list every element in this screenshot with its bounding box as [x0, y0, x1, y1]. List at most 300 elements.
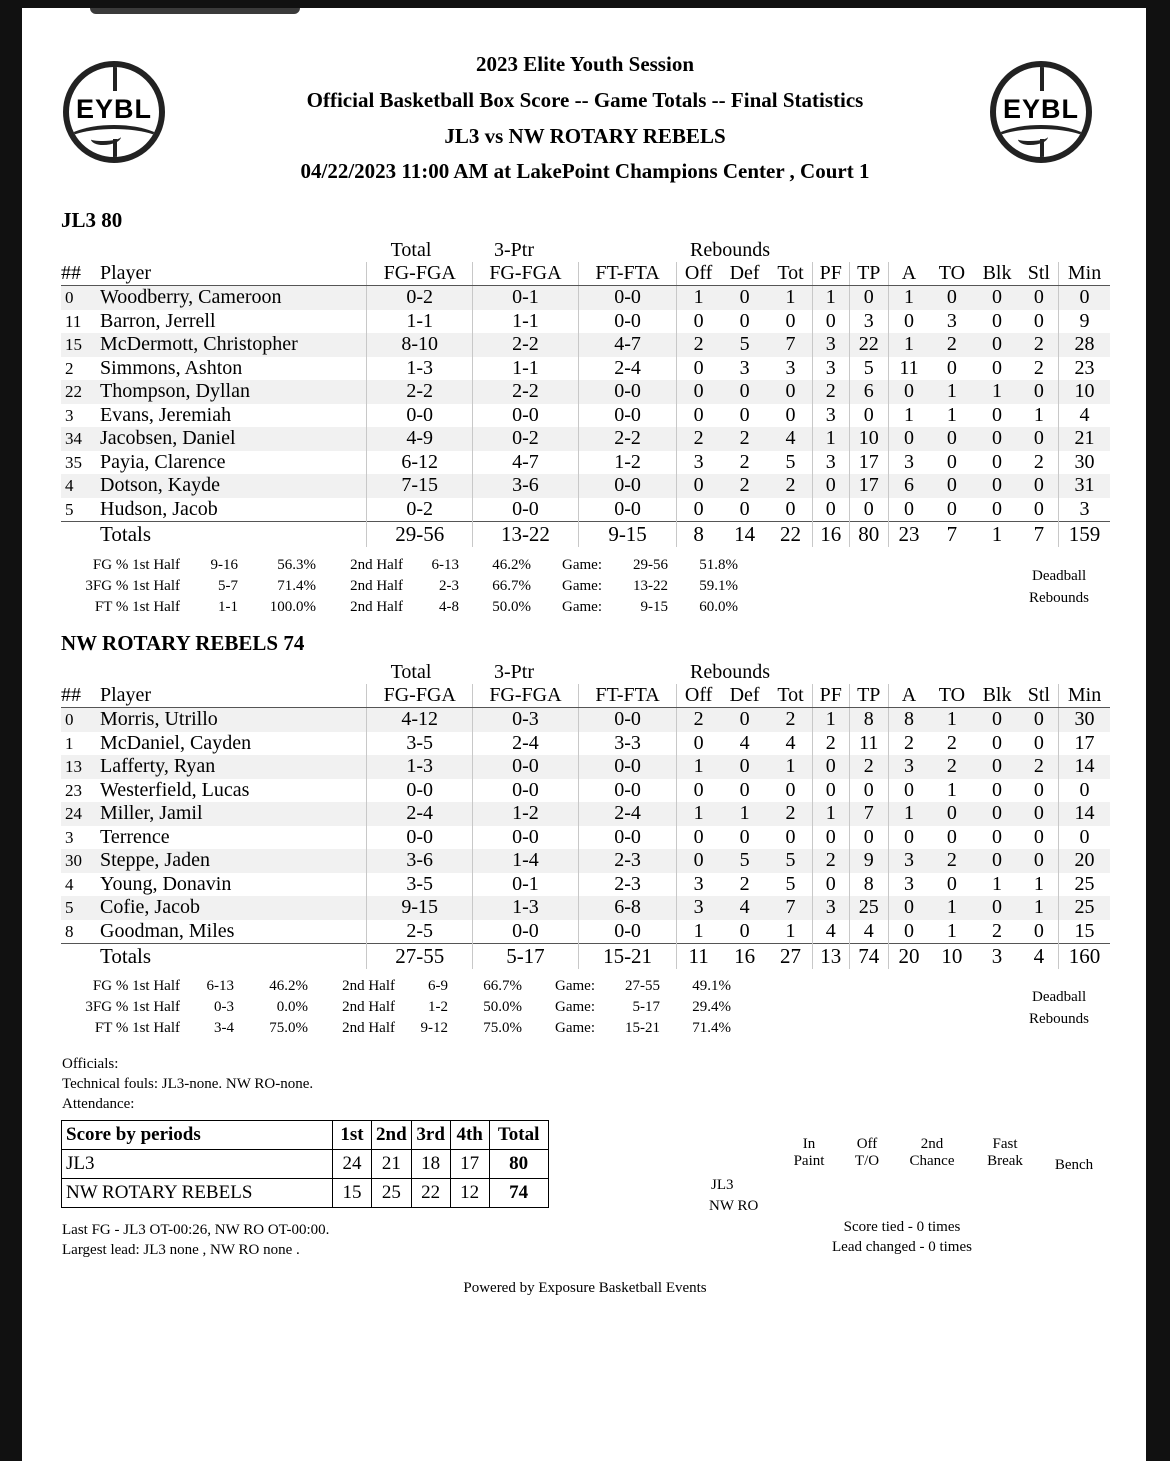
extra-team2-label: NW RO — [709, 1198, 759, 1214]
stat-cell: 0 — [974, 896, 1019, 920]
stat-cell: 3 — [812, 357, 849, 381]
technical-fouls-line: Technical fouls: JL3-none. NW RO-none. — [62, 1076, 314, 1092]
stat-cell: 0 — [785, 778, 796, 801]
stat-cell: 1-1 — [367, 310, 473, 334]
player-row — [61, 427, 1110, 451]
shooting-pct-cell: 50.0% — [483, 999, 522, 1015]
stat-cell: 2 — [888, 732, 929, 756]
periods-score-cell: 18 — [411, 1150, 450, 1179]
column-header: Min — [1059, 262, 1110, 286]
stat-cell: 0 — [974, 286, 1019, 310]
stat-cell: 0 — [929, 286, 974, 310]
shooting-pct-cell: 15-21 — [625, 1020, 660, 1036]
stat-cell: 5 — [785, 872, 796, 895]
stat-cell: 1 — [992, 872, 1003, 895]
column-header: TO — [929, 684, 974, 708]
shooting-pct-cell: 2nd Half — [350, 578, 403, 594]
column-header: Stl — [1020, 262, 1059, 286]
shooting-pct-cell: Game: — [562, 557, 602, 573]
stat-cell: 0 — [992, 497, 1003, 520]
stat-cell: 3-6 — [473, 474, 579, 498]
stat-cell: 0 — [888, 920, 929, 944]
stat-cell: 0-0 — [578, 779, 677, 803]
stat-cell: 3 — [785, 356, 796, 379]
lead-changed-line: Lead changed - 0 times — [832, 1239, 972, 1255]
stat-cell: 0 — [739, 825, 750, 848]
stat-cell: 0-0 — [473, 755, 579, 779]
stat-cell: 2 — [1020, 755, 1059, 779]
stat-cell: 31 — [1059, 474, 1110, 498]
total-cell: 160 — [1059, 944, 1110, 970]
stat-cell: 1 — [812, 708, 849, 732]
periods-score-cell: 4th — [450, 1121, 489, 1150]
player-row — [61, 474, 1110, 498]
stat-cell: 1 — [888, 404, 929, 428]
stat-cell: 0 — [677, 404, 720, 428]
stat-cell: 0 — [974, 474, 1019, 498]
stat-cell: 0 — [929, 474, 974, 498]
stat-cell: 0 — [849, 779, 888, 803]
team2-shooting-percentages — [0, 978, 1170, 1042]
stat-cell: 0 — [946, 872, 957, 895]
stat-cell: 0 — [785, 825, 796, 848]
total-cell: 14 — [720, 522, 769, 548]
stat-cell: 0 — [992, 309, 1003, 332]
stat-cell: 1 — [946, 403, 957, 426]
team2-title: NW ROTARY REBELS 74 — [61, 631, 305, 655]
player-name: Simmons, Ashton — [100, 356, 243, 379]
stat-cell: 0-0 — [473, 826, 579, 850]
shooting-pct-cell: 27-55 — [625, 978, 660, 994]
stat-cell: 2-4 — [473, 732, 579, 756]
team1-group-total: Total — [390, 239, 432, 261]
stat-cell: 0 — [946, 825, 957, 848]
periods-score-cell: 1st — [333, 1121, 372, 1150]
stat-cell: 11 — [888, 357, 929, 381]
player-row — [61, 357, 1110, 381]
stat-cell: 8 — [849, 708, 888, 732]
stat-cell: 2 — [1033, 450, 1044, 473]
stat-cell: 0-0 — [367, 826, 473, 850]
player-name: Woodberry, Cameroon — [100, 286, 367, 310]
total-cell: 8 — [677, 522, 720, 548]
total-cell: 29-56 — [367, 522, 473, 548]
shooting-pct-cell: 2nd Half — [350, 599, 403, 615]
stat-cell: 0 — [1020, 849, 1059, 873]
stat-cell: 9 — [1059, 310, 1110, 334]
player-name: Westerfield, Lucas — [100, 778, 250, 801]
column-header: FG-FGA — [367, 684, 473, 708]
column-header: TP — [849, 262, 888, 286]
stat-cell: 0 — [1033, 825, 1044, 848]
team1-title: JL3 80 — [61, 208, 123, 232]
shooting-pct-cell: 2nd Half — [342, 999, 395, 1015]
stat-cell: 0 — [992, 778, 1003, 801]
team2-group-total: Total — [390, 661, 432, 683]
stat-cell: 1 — [65, 733, 74, 753]
periods-score-cell: 74 — [489, 1179, 548, 1208]
stat-cell: 2 — [929, 849, 974, 873]
stat-cell: 3 — [812, 451, 849, 475]
periods-score-cell: 22 — [411, 1179, 450, 1208]
shooting-pct-cell: 5-17 — [632, 999, 660, 1015]
stat-cell: 0 — [785, 309, 796, 332]
stat-cell: 2 — [812, 732, 849, 756]
fast-break-header: Fast Break — [987, 1136, 1023, 1169]
stat-cell: 3 — [849, 310, 888, 334]
stat-cell: 0 — [888, 427, 929, 451]
periods-team-row — [62, 1179, 549, 1208]
stat-cell: 10 — [849, 427, 888, 451]
shooting-pct-cell: 75.0% — [483, 1020, 522, 1036]
player-name: Goodman, Miles — [100, 919, 235, 942]
bench-header: Bench — [1054, 1157, 1094, 1173]
stat-cell: 4 — [720, 896, 769, 920]
stat-cell: 8 — [849, 873, 888, 897]
shooting-pct-cell: 0-3 — [214, 999, 234, 1015]
stat-cell: 8-10 — [367, 333, 473, 357]
stat-cell: 0-0 — [473, 920, 579, 944]
team2-group-3ptr: 3-Ptr — [494, 661, 534, 683]
stat-cell: 3 — [65, 827, 74, 847]
total-cell: 4 — [1020, 944, 1059, 970]
stat-cell: 0 — [720, 708, 769, 732]
stat-cell: 2 — [929, 333, 974, 357]
stat-cell: 0 — [888, 310, 929, 334]
stat-cell: 8 — [888, 708, 929, 732]
stat-cell: 2 — [769, 802, 812, 826]
team1-stats-table — [61, 262, 1110, 547]
extra-team1-label: JL3 — [711, 1177, 734, 1193]
stat-cell: 2-2 — [473, 380, 579, 404]
stat-cell: 0 — [992, 450, 1003, 473]
stat-cell: 4 — [61, 474, 100, 498]
player-name: Young, Donavin — [100, 872, 232, 895]
column-header: A — [888, 684, 929, 708]
stat-cell: 34 — [61, 427, 100, 451]
powered-by-line: Powered by Exposure Basketball Events — [463, 1280, 707, 1296]
team1-group-rebounds: Rebounds — [690, 239, 770, 261]
stat-cell: 3 — [812, 896, 849, 920]
shooting-pct-cell: FG % 1st Half — [92, 978, 180, 994]
stat-cell: 15 — [61, 333, 100, 357]
stat-cell: 8 — [65, 921, 74, 941]
shooting-pct-cell: 1-1 — [218, 599, 238, 615]
stat-cell: 0 — [929, 802, 974, 826]
shooting-pct-cell: 2-3 — [439, 578, 459, 594]
stat-cell: 4-7 — [473, 451, 579, 475]
stat-cell: 0 — [677, 826, 720, 850]
stat-cell: 2-2 — [367, 380, 473, 404]
stat-cell: 2-5 — [367, 920, 473, 944]
total-cell: 15-21 — [578, 944, 677, 970]
player-name: McDaniel, Cayden — [100, 731, 252, 754]
shooting-pct-cell: 0.0% — [276, 999, 308, 1015]
game-date-location: 04/22/2023 11:00 AM at LakePoint Champions Center , Court 1 — [300, 159, 870, 183]
stat-cell: 0 — [677, 310, 720, 334]
shooting-pct-cell: 66.7% — [483, 978, 522, 994]
total-cell: 3 — [974, 944, 1019, 970]
stat-cell: 28 — [1059, 333, 1110, 357]
stat-cell: 1 — [785, 919, 796, 942]
report-title: Official Basketball Box Score -- Game Totals -- Final Statistics — [306, 88, 864, 112]
stat-cell: 3 — [677, 873, 720, 897]
stat-cell: 3-5 — [367, 732, 473, 756]
stat-cell: 0 — [720, 286, 769, 310]
stat-cell: 0 — [812, 826, 849, 850]
player-row — [61, 333, 1110, 357]
total-cell: 7 — [1020, 522, 1059, 548]
stat-cell: 0 — [992, 825, 1003, 848]
stat-cell: 0 — [739, 403, 750, 426]
stat-cell: 4 — [785, 731, 796, 754]
stat-cell: 1-3 — [367, 357, 473, 381]
stat-cell: 4 — [65, 874, 74, 894]
total-cell: 27 — [769, 944, 812, 970]
periods-score-cell: Total — [489, 1121, 548, 1150]
stat-cell: 11 — [849, 732, 888, 756]
stat-cell: 23 — [1059, 357, 1110, 381]
stat-cell: 0 — [974, 708, 1019, 732]
stat-cell: 0 — [61, 708, 100, 732]
stat-cell: 0 — [61, 286, 100, 310]
stat-cell: 2 — [720, 427, 769, 451]
stat-cell: 0 — [849, 826, 888, 850]
stat-cell: 5 — [720, 333, 769, 357]
stat-cell: 1 — [929, 708, 974, 732]
stat-cell: 0 — [974, 849, 1019, 873]
stat-cell: 0 — [888, 779, 929, 803]
eybl-logo-right: EYBL — [990, 61, 1092, 163]
player-name: Payia, Clarence — [100, 450, 226, 473]
stat-cell: 2-2 — [578, 427, 677, 451]
totals-row — [61, 944, 1110, 970]
shooting-pct-cell: 60.0% — [699, 599, 738, 615]
score-tied-line: Score tied - 0 times — [843, 1219, 961, 1235]
player-name: Steppe, Jaden — [100, 849, 367, 873]
stat-cell: 1 — [677, 755, 720, 779]
shooting-pct-cell: 29-56 — [633, 557, 668, 573]
stat-cell: 3 — [888, 451, 929, 475]
stat-cell: 1 — [769, 286, 812, 310]
player-name: Hudson, Jacob — [100, 497, 218, 520]
total-cell: 9-15 — [578, 522, 677, 548]
team2-deadball-label: Deadball — [1032, 989, 1087, 1005]
stat-cell: 2 — [769, 708, 812, 732]
column-header: Player — [100, 262, 367, 286]
stat-cell: 0-3 — [473, 708, 579, 732]
shooting-pct-cell: 56.3% — [277, 557, 316, 573]
stat-cell: 3 — [739, 356, 750, 379]
stat-cell: 2 — [812, 380, 849, 404]
stat-cell: 1 — [888, 286, 929, 310]
stat-cell: 0 — [974, 755, 1019, 779]
team1-rebounds-label: Rebounds — [1029, 590, 1089, 606]
team2-stats-table — [61, 684, 1110, 969]
stat-cell: 1 — [677, 802, 720, 826]
stat-cell: 30 — [61, 849, 100, 873]
team2-group-rebounds: Rebounds — [690, 661, 770, 683]
stat-cell: 30 — [1059, 451, 1110, 475]
total-cell: 5-17 — [473, 944, 579, 970]
shooting-pct-cell: FT % 1st Half — [94, 599, 180, 615]
stat-cell: 0 — [849, 286, 888, 310]
stat-cell: 0 — [888, 498, 929, 522]
column-header: ## — [61, 262, 100, 286]
stat-cell: 5 — [720, 849, 769, 873]
stat-cell: 1 — [1020, 896, 1059, 920]
stat-cell: 2 — [992, 919, 1003, 942]
stat-cell: 0 — [974, 802, 1019, 826]
shooting-pct-cell: FG % 1st Half — [92, 557, 180, 573]
stat-cell: 1 — [888, 802, 929, 826]
column-header: Def — [720, 262, 769, 286]
player-row — [61, 310, 1110, 334]
column-header: Def — [720, 684, 769, 708]
team2-rebounds-label: Rebounds — [1029, 1011, 1089, 1027]
stat-cell: 0-0 — [367, 404, 473, 428]
stat-cell: 5 — [61, 896, 100, 920]
shooting-pct-cell: 1-2 — [428, 999, 448, 1015]
stat-cell: 7-15 — [367, 474, 473, 498]
shooting-pct-cell: 6-13 — [431, 557, 459, 573]
stat-cell: 0 — [677, 380, 720, 404]
stat-cell: 7 — [849, 802, 888, 826]
column-header: Player — [100, 684, 367, 708]
stat-cell: 2 — [812, 849, 849, 873]
stat-cell: 0 — [812, 498, 849, 522]
stat-cell: 0 — [769, 380, 812, 404]
stat-cell: 4 — [849, 920, 888, 944]
shooting-pct-cell: 59.1% — [699, 578, 738, 594]
stat-cell: 5 — [65, 499, 74, 519]
shooting-pct-cell: 50.0% — [492, 599, 531, 615]
event-title: 2023 Elite Youth Session — [475, 52, 694, 76]
periods-team-cell: JL3 — [62, 1150, 333, 1179]
periods-team-row — [62, 1150, 549, 1179]
column-header: Blk — [974, 262, 1019, 286]
stat-cell: 0 — [812, 310, 849, 334]
column-header: FG-FGA — [367, 262, 473, 286]
shooting-pct-cell: 9-15 — [640, 599, 668, 615]
column-header: FG-FGA — [473, 262, 579, 286]
total-cell: 80 — [849, 522, 888, 548]
stat-cell: 3 — [888, 849, 929, 873]
stat-cell: 2 — [769, 474, 812, 498]
stat-cell: 0 — [1020, 474, 1059, 498]
stat-cell: 0-0 — [578, 474, 677, 498]
total-cell: 1 — [974, 522, 1019, 548]
player-row — [61, 708, 1110, 732]
officials-line: Officials: — [62, 1056, 119, 1072]
stat-cell: 1 — [1033, 403, 1044, 426]
player-name: Evans, Jeremiah — [100, 403, 232, 426]
stat-cell: 0-0 — [578, 920, 677, 944]
player-name: Dotson, Kayde — [100, 474, 367, 498]
stat-cell: 25 — [1059, 896, 1110, 920]
stat-cell: 35 — [65, 452, 82, 472]
stat-cell: 0 — [888, 826, 929, 850]
stat-cell: 0 — [812, 755, 849, 779]
shooting-pct-cell: 51.8% — [699, 557, 738, 573]
stat-cell: 2-4 — [578, 802, 677, 826]
shooting-pct-cell: Game: — [555, 1020, 595, 1036]
column-header: FT-FTA — [578, 262, 677, 286]
shooting-pct-cell: 9-16 — [210, 557, 238, 573]
total-cell: 13 — [812, 944, 849, 970]
column-header: A — [888, 262, 929, 286]
stat-cell: 2-4 — [367, 802, 473, 826]
stat-cell: 2 — [677, 333, 720, 357]
stat-cell: 17 — [849, 451, 888, 475]
player-row — [61, 755, 1110, 779]
total-cell: 11 — [677, 944, 720, 970]
stat-cell: 2 — [929, 755, 974, 779]
player-name: Lafferty, Ryan — [100, 755, 367, 779]
stat-cell: 0 — [739, 778, 750, 801]
stat-cell: 1 — [812, 286, 849, 310]
stat-cell: 0 — [946, 450, 957, 473]
stat-cell: 3 — [677, 451, 720, 475]
stat-cell: 1 — [769, 755, 812, 779]
totals-label: Totals — [100, 944, 367, 970]
stat-cell: 4-12 — [367, 708, 473, 732]
stat-cell: 0 — [720, 380, 769, 404]
stat-cell: 4-9 — [367, 427, 473, 451]
stat-cell: 0-0 — [578, 498, 677, 522]
team1-group-3ptr: 3-Ptr — [494, 239, 534, 261]
second-chance-header: 2nd Chance — [909, 1136, 955, 1169]
stat-cell: 5 — [769, 849, 812, 873]
stat-cell: 1 — [677, 920, 720, 944]
player-name: Thompson, Dyllan — [100, 380, 367, 404]
stat-cell: 2 — [849, 755, 888, 779]
column-header: PF — [812, 684, 849, 708]
stat-cell: 0 — [992, 356, 1003, 379]
stat-cell: 5 — [785, 450, 796, 473]
periods-score-cell: 24 — [333, 1150, 372, 1179]
stat-cell: 0 — [849, 404, 888, 428]
player-name: McDermott, Christopher — [100, 333, 367, 357]
largest-lead-line: Largest lead: JL3 none , NW RO none . — [62, 1242, 300, 1258]
player-name: Barron, Jerrell — [100, 309, 216, 332]
stat-cell: 0 — [677, 498, 720, 522]
header-row — [61, 684, 1110, 708]
total-cell: 13-22 — [473, 522, 579, 548]
stat-cell: 25 — [1059, 873, 1110, 897]
stat-cell: 0 — [1033, 497, 1044, 520]
shooting-pct-cell: 66.7% — [492, 578, 531, 594]
player-row — [61, 826, 1110, 850]
stat-cell: 0 — [812, 873, 849, 897]
stat-cell: 15 — [1059, 920, 1110, 944]
stat-cell: 0-2 — [367, 498, 473, 522]
stat-cell: 1-3 — [473, 896, 579, 920]
shooting-pct-cell: Game: — [562, 599, 602, 615]
stat-cell: 0 — [677, 732, 720, 756]
stat-cell: 9-15 — [367, 896, 473, 920]
stat-cell: 0 — [946, 497, 957, 520]
total-cell: 10 — [929, 944, 974, 970]
stat-cell: 3-3 — [578, 732, 677, 756]
player-name: Morris, Utrillo — [100, 708, 367, 732]
total-cell: 159 — [1059, 522, 1110, 548]
periods-score-cell: 25 — [372, 1179, 412, 1208]
periods-score-cell: 12 — [450, 1179, 489, 1208]
stat-cell: 0 — [1020, 708, 1059, 732]
stat-cell: 13 — [61, 755, 100, 779]
stat-cell: 0 — [1033, 919, 1044, 942]
